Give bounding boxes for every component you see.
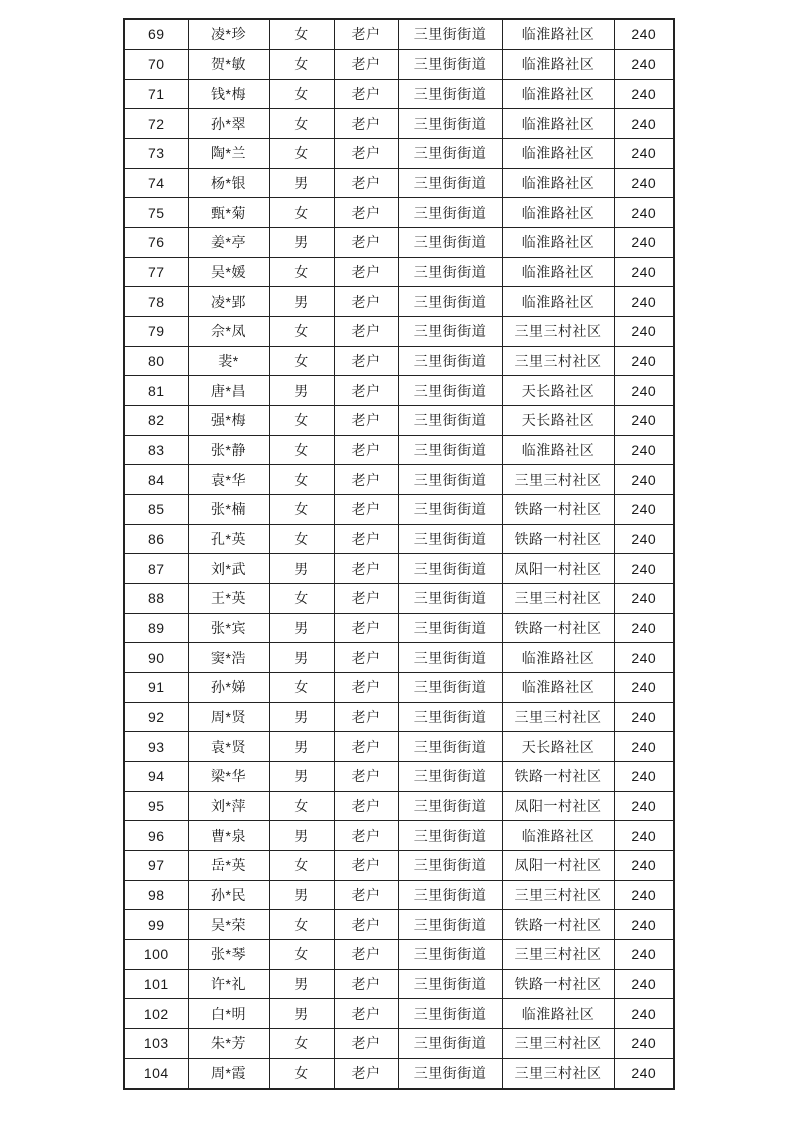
amount-cell: 240 (614, 138, 674, 168)
name-cell: 杨*银 (188, 168, 269, 198)
table-row (124, 198, 674, 228)
community-cell: 三里三村社区 (502, 702, 614, 732)
gender-cell: 女 (269, 1029, 334, 1059)
street-cell: 三里街街道 (398, 19, 502, 49)
name-cell: 朱*芳 (188, 1029, 269, 1059)
gender-cell: 女 (269, 109, 334, 139)
street-cell: 三里街街道 (398, 287, 502, 317)
name-cell: 佘*凤 (188, 316, 269, 346)
community-cell: 三里三村社区 (502, 316, 614, 346)
street-cell: 三里街街道 (398, 554, 502, 584)
table-row (124, 257, 674, 287)
table-row (124, 643, 674, 673)
amount-cell: 240 (614, 762, 674, 792)
household-type-cell: 老户 (334, 999, 398, 1029)
community-cell: 临淮路社区 (502, 168, 614, 198)
table-row (124, 672, 674, 702)
community-cell: 铁路一村社区 (502, 613, 614, 643)
row-number-cell: 95 (124, 791, 188, 821)
street-cell: 三里街街道 (398, 405, 502, 435)
table-row (124, 969, 674, 999)
community-cell: 凤阳一村社区 (502, 791, 614, 821)
amount-cell: 240 (614, 969, 674, 999)
gender-cell: 男 (269, 880, 334, 910)
community-cell: 天长路社区 (502, 376, 614, 406)
gender-cell: 女 (269, 138, 334, 168)
household-type-cell: 老户 (334, 1029, 398, 1059)
gender-cell: 女 (269, 910, 334, 940)
household-type-cell: 老户 (334, 405, 398, 435)
name-cell: 裴* (188, 346, 269, 376)
gender-cell: 男 (269, 969, 334, 999)
table-row (124, 999, 674, 1029)
amount-cell: 240 (614, 880, 674, 910)
amount-cell: 240 (614, 554, 674, 584)
community-cell: 凤阳一村社区 (502, 554, 614, 584)
table-row (124, 109, 674, 139)
household-type-cell: 老户 (334, 465, 398, 495)
name-cell: 唐*昌 (188, 376, 269, 406)
household-type-cell: 老户 (334, 494, 398, 524)
name-cell: 贺*敏 (188, 49, 269, 79)
community-cell: 临淮路社区 (502, 435, 614, 465)
amount-cell: 240 (614, 1058, 674, 1089)
row-number-cell: 81 (124, 376, 188, 406)
household-type-cell: 老户 (334, 732, 398, 762)
table-row (124, 554, 674, 584)
community-cell: 三里三村社区 (502, 465, 614, 495)
table-row (124, 821, 674, 851)
street-cell: 三里街街道 (398, 524, 502, 554)
household-type-cell: 老户 (334, 940, 398, 970)
name-cell: 窦*浩 (188, 643, 269, 673)
household-type-cell: 老户 (334, 79, 398, 109)
gender-cell: 男 (269, 376, 334, 406)
amount-cell: 240 (614, 613, 674, 643)
street-cell: 三里街街道 (398, 138, 502, 168)
street-cell: 三里街街道 (398, 940, 502, 970)
gender-cell: 女 (269, 672, 334, 702)
amount-cell: 240 (614, 643, 674, 673)
amount-cell: 240 (614, 672, 674, 702)
household-type-cell: 老户 (334, 821, 398, 851)
name-cell: 孔*英 (188, 524, 269, 554)
table-row (124, 910, 674, 940)
household-type-cell: 老户 (334, 851, 398, 881)
street-cell: 三里街街道 (398, 49, 502, 79)
amount-cell: 240 (614, 376, 674, 406)
community-cell: 天长路社区 (502, 405, 614, 435)
name-cell: 钱*梅 (188, 79, 269, 109)
name-cell: 岳*英 (188, 851, 269, 881)
community-cell: 铁路一村社区 (502, 910, 614, 940)
household-type-cell: 老户 (334, 910, 398, 940)
row-number-cell: 103 (124, 1029, 188, 1059)
street-cell: 三里街街道 (398, 1058, 502, 1089)
household-type-cell: 老户 (334, 138, 398, 168)
street-cell: 三里街街道 (398, 969, 502, 999)
row-number-cell: 74 (124, 168, 188, 198)
community-cell: 临淮路社区 (502, 821, 614, 851)
street-cell: 三里街街道 (398, 257, 502, 287)
community-cell: 三里三村社区 (502, 583, 614, 613)
row-number-cell: 91 (124, 672, 188, 702)
street-cell: 三里街街道 (398, 376, 502, 406)
amount-cell: 240 (614, 494, 674, 524)
row-number-cell: 69 (124, 19, 188, 49)
name-cell: 袁*贤 (188, 732, 269, 762)
household-type-cell: 老户 (334, 880, 398, 910)
community-cell: 铁路一村社区 (502, 762, 614, 792)
amount-cell: 240 (614, 227, 674, 257)
street-cell: 三里街街道 (398, 168, 502, 198)
amount-cell: 240 (614, 524, 674, 554)
gender-cell: 女 (269, 257, 334, 287)
household-type-cell: 老户 (334, 346, 398, 376)
table-row (124, 613, 674, 643)
household-type-cell: 老户 (334, 257, 398, 287)
name-cell: 袁*华 (188, 465, 269, 495)
community-cell: 临淮路社区 (502, 999, 614, 1029)
gender-cell: 女 (269, 198, 334, 228)
street-cell: 三里街街道 (398, 109, 502, 139)
household-type-cell: 老户 (334, 109, 398, 139)
name-cell: 甄*菊 (188, 198, 269, 228)
household-type-cell: 老户 (334, 316, 398, 346)
name-cell: 刘*萍 (188, 791, 269, 821)
household-type-cell: 老户 (334, 49, 398, 79)
community-cell: 临淮路社区 (502, 227, 614, 257)
table-row (124, 168, 674, 198)
household-type-cell: 老户 (334, 1058, 398, 1089)
table-row (124, 316, 674, 346)
row-number-cell: 79 (124, 316, 188, 346)
amount-cell: 240 (614, 109, 674, 139)
table-row (124, 524, 674, 554)
name-cell: 吴*荣 (188, 910, 269, 940)
row-number-cell: 82 (124, 405, 188, 435)
street-cell: 三里街街道 (398, 702, 502, 732)
street-cell: 三里街街道 (398, 851, 502, 881)
name-cell: 吴*媛 (188, 257, 269, 287)
amount-cell: 240 (614, 198, 674, 228)
household-type-cell: 老户 (334, 198, 398, 228)
row-number-cell: 80 (124, 346, 188, 376)
gender-cell: 男 (269, 732, 334, 762)
row-number-cell: 89 (124, 613, 188, 643)
table-row (124, 227, 674, 257)
gender-cell: 女 (269, 1058, 334, 1089)
community-cell: 三里三村社区 (502, 1029, 614, 1059)
street-cell: 三里街街道 (398, 346, 502, 376)
street-cell: 三里街街道 (398, 494, 502, 524)
community-cell: 三里三村社区 (502, 346, 614, 376)
amount-cell: 240 (614, 257, 674, 287)
amount-cell: 240 (614, 465, 674, 495)
street-cell: 三里街街道 (398, 1029, 502, 1059)
gender-cell: 男 (269, 821, 334, 851)
gender-cell: 女 (269, 791, 334, 821)
row-number-cell: 83 (124, 435, 188, 465)
gender-cell: 男 (269, 702, 334, 732)
gender-cell: 男 (269, 999, 334, 1029)
household-type-cell: 老户 (334, 168, 398, 198)
gender-cell: 女 (269, 435, 334, 465)
community-cell: 临淮路社区 (502, 79, 614, 109)
community-cell: 铁路一村社区 (502, 524, 614, 554)
row-number-cell: 78 (124, 287, 188, 317)
gender-cell: 女 (269, 851, 334, 881)
household-type-cell: 老户 (334, 524, 398, 554)
gender-cell: 女 (269, 583, 334, 613)
table-row (124, 702, 674, 732)
gender-cell: 女 (269, 940, 334, 970)
street-cell: 三里街街道 (398, 316, 502, 346)
household-type-cell: 老户 (334, 969, 398, 999)
roster-table (123, 18, 675, 1090)
street-cell: 三里街街道 (398, 762, 502, 792)
street-cell: 三里街街道 (398, 435, 502, 465)
gender-cell: 男 (269, 554, 334, 584)
table-row (124, 346, 674, 376)
table-row (124, 287, 674, 317)
table-row (124, 791, 674, 821)
community-cell: 三里三村社区 (502, 1058, 614, 1089)
gender-cell: 男 (269, 643, 334, 673)
gender-cell: 男 (269, 227, 334, 257)
row-number-cell: 97 (124, 851, 188, 881)
row-number-cell: 90 (124, 643, 188, 673)
row-number-cell: 73 (124, 138, 188, 168)
household-type-cell: 老户 (334, 19, 398, 49)
table-row (124, 465, 674, 495)
row-number-cell: 75 (124, 198, 188, 228)
table-row (124, 138, 674, 168)
gender-cell: 女 (269, 494, 334, 524)
amount-cell: 240 (614, 732, 674, 762)
gender-cell: 男 (269, 762, 334, 792)
amount-cell: 240 (614, 19, 674, 49)
row-number-cell: 86 (124, 524, 188, 554)
community-cell: 临淮路社区 (502, 138, 614, 168)
amount-cell: 240 (614, 346, 674, 376)
gender-cell: 女 (269, 316, 334, 346)
community-cell: 临淮路社区 (502, 643, 614, 673)
amount-cell: 240 (614, 435, 674, 465)
name-cell: 张*静 (188, 435, 269, 465)
row-number-cell: 76 (124, 227, 188, 257)
row-number-cell: 96 (124, 821, 188, 851)
name-cell: 许*礼 (188, 969, 269, 999)
row-number-cell: 102 (124, 999, 188, 1029)
row-number-cell: 71 (124, 79, 188, 109)
community-cell: 三里三村社区 (502, 880, 614, 910)
name-cell: 孙*娣 (188, 672, 269, 702)
amount-cell: 240 (614, 821, 674, 851)
table-row (124, 762, 674, 792)
street-cell: 三里街街道 (398, 821, 502, 851)
table-row (124, 1058, 674, 1089)
community-cell: 临淮路社区 (502, 257, 614, 287)
row-number-cell: 88 (124, 583, 188, 613)
table-row (124, 851, 674, 881)
gender-cell: 男 (269, 168, 334, 198)
community-cell: 凤阳一村社区 (502, 851, 614, 881)
community-cell: 临淮路社区 (502, 49, 614, 79)
row-number-cell: 70 (124, 49, 188, 79)
row-number-cell: 98 (124, 880, 188, 910)
table-row (124, 880, 674, 910)
household-type-cell: 老户 (334, 643, 398, 673)
community-cell: 临淮路社区 (502, 672, 614, 702)
amount-cell: 240 (614, 79, 674, 109)
household-type-cell: 老户 (334, 672, 398, 702)
row-number-cell: 93 (124, 732, 188, 762)
name-cell: 凌*郢 (188, 287, 269, 317)
street-cell: 三里街街道 (398, 227, 502, 257)
gender-cell: 女 (269, 79, 334, 109)
gender-cell: 女 (269, 405, 334, 435)
community-cell: 临淮路社区 (502, 19, 614, 49)
amount-cell: 240 (614, 940, 674, 970)
community-cell: 三里三村社区 (502, 940, 614, 970)
row-number-cell: 99 (124, 910, 188, 940)
row-number-cell: 72 (124, 109, 188, 139)
household-type-cell: 老户 (334, 702, 398, 732)
name-cell: 陶*兰 (188, 138, 269, 168)
table-row (124, 405, 674, 435)
row-number-cell: 104 (124, 1058, 188, 1089)
amount-cell: 240 (614, 1029, 674, 1059)
table-row (124, 732, 674, 762)
name-cell: 孙*民 (188, 880, 269, 910)
amount-cell: 240 (614, 851, 674, 881)
community-cell: 铁路一村社区 (502, 494, 614, 524)
street-cell: 三里街街道 (398, 583, 502, 613)
name-cell: 周*霞 (188, 1058, 269, 1089)
gender-cell: 女 (269, 346, 334, 376)
street-cell: 三里街街道 (398, 999, 502, 1029)
table-row (124, 494, 674, 524)
household-type-cell: 老户 (334, 287, 398, 317)
street-cell: 三里街街道 (398, 465, 502, 495)
street-cell: 三里街街道 (398, 672, 502, 702)
gender-cell: 男 (269, 613, 334, 643)
gender-cell: 女 (269, 465, 334, 495)
name-cell: 孙*翠 (188, 109, 269, 139)
street-cell: 三里街街道 (398, 732, 502, 762)
name-cell: 姜*亭 (188, 227, 269, 257)
community-cell: 临淮路社区 (502, 109, 614, 139)
name-cell: 张*宾 (188, 613, 269, 643)
table-row (124, 376, 674, 406)
gender-cell: 女 (269, 49, 334, 79)
name-cell: 王*英 (188, 583, 269, 613)
amount-cell: 240 (614, 168, 674, 198)
household-type-cell: 老户 (334, 376, 398, 406)
amount-cell: 240 (614, 49, 674, 79)
street-cell: 三里街街道 (398, 910, 502, 940)
community-cell: 铁路一村社区 (502, 969, 614, 999)
table-row (124, 49, 674, 79)
household-type-cell: 老户 (334, 554, 398, 584)
household-type-cell: 老户 (334, 762, 398, 792)
row-number-cell: 87 (124, 554, 188, 584)
row-number-cell: 94 (124, 762, 188, 792)
row-number-cell: 85 (124, 494, 188, 524)
name-cell: 刘*武 (188, 554, 269, 584)
table-row (124, 19, 674, 49)
name-cell: 强*梅 (188, 405, 269, 435)
amount-cell: 240 (614, 910, 674, 940)
household-type-cell: 老户 (334, 613, 398, 643)
street-cell: 三里街街道 (398, 880, 502, 910)
community-cell: 天长路社区 (502, 732, 614, 762)
table-row (124, 1029, 674, 1059)
row-number-cell: 84 (124, 465, 188, 495)
table-row (124, 940, 674, 970)
name-cell: 张*楠 (188, 494, 269, 524)
name-cell: 张*琴 (188, 940, 269, 970)
table-row (124, 583, 674, 613)
name-cell: 曹*泉 (188, 821, 269, 851)
amount-cell: 240 (614, 999, 674, 1029)
name-cell: 梁*华 (188, 762, 269, 792)
name-cell: 凌*珍 (188, 19, 269, 49)
row-number-cell: 92 (124, 702, 188, 732)
table-row (124, 79, 674, 109)
household-type-cell: 老户 (334, 583, 398, 613)
gender-cell: 女 (269, 19, 334, 49)
name-cell: 周*贤 (188, 702, 269, 732)
street-cell: 三里街街道 (398, 613, 502, 643)
household-type-cell: 老户 (334, 227, 398, 257)
household-type-cell: 老户 (334, 791, 398, 821)
amount-cell: 240 (614, 702, 674, 732)
household-type-cell: 老户 (334, 435, 398, 465)
community-cell: 临淮路社区 (502, 287, 614, 317)
amount-cell: 240 (614, 405, 674, 435)
row-number-cell: 101 (124, 969, 188, 999)
street-cell: 三里街街道 (398, 643, 502, 673)
amount-cell: 240 (614, 316, 674, 346)
street-cell: 三里街街道 (398, 791, 502, 821)
roster-table-body (124, 19, 674, 1089)
community-cell: 临淮路社区 (502, 198, 614, 228)
gender-cell: 女 (269, 524, 334, 554)
gender-cell: 男 (269, 287, 334, 317)
amount-cell: 240 (614, 791, 674, 821)
amount-cell: 240 (614, 287, 674, 317)
row-number-cell: 77 (124, 257, 188, 287)
street-cell: 三里街街道 (398, 198, 502, 228)
street-cell: 三里街街道 (398, 79, 502, 109)
table-row (124, 435, 674, 465)
amount-cell: 240 (614, 583, 674, 613)
name-cell: 白*明 (188, 999, 269, 1029)
row-number-cell: 100 (124, 940, 188, 970)
